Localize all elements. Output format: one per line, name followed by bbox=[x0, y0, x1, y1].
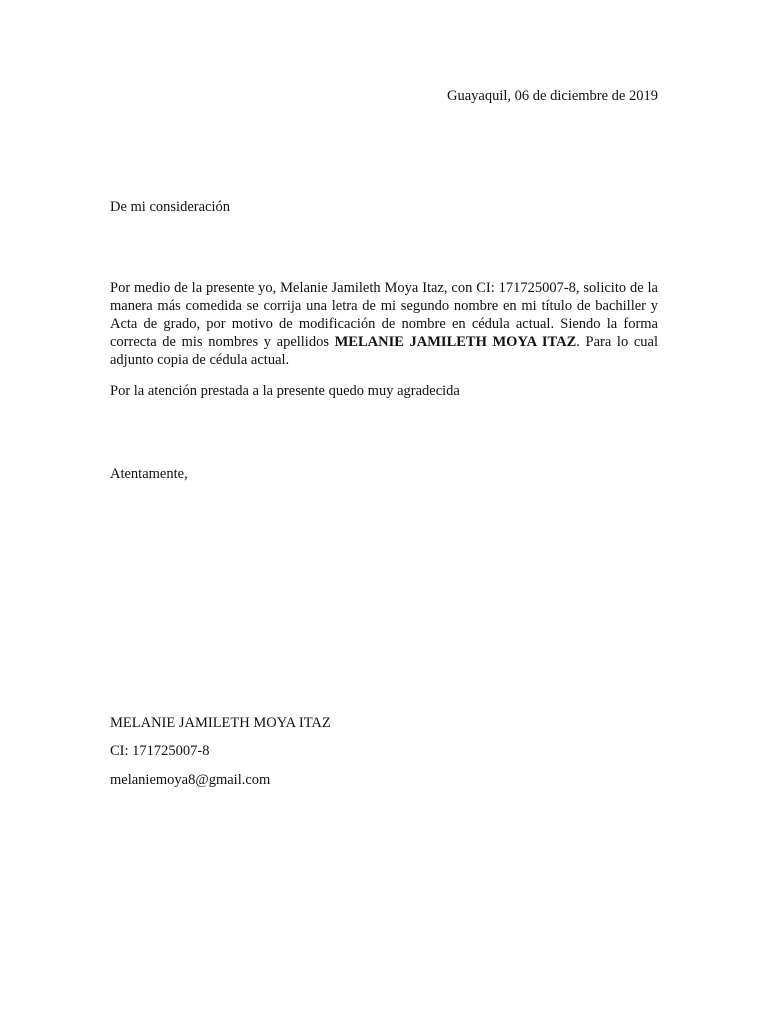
signature-name: MELANIE JAMILETH MOYA ITAZ bbox=[110, 715, 331, 731]
body-text-part1: Por medio de la presente yo, Melanie Jamileth Moya Itaz, con CI: 171725007-8, solicito de la manera más comedida se corrija una letra de mi segundo nombre en mi título de bachiller y Acta de grado, por motivo de modificación de nombre en cédula actual. Siendo la forma correcta de mis nombres y apellidos bbox=[110, 280, 658, 350]
body-text-part2: . Para lo cual adjunto copia de cédula actual. bbox=[110, 334, 658, 368]
greeting: De mi consideración bbox=[110, 199, 230, 215]
signature-ci: CI: 171725007-8 bbox=[110, 743, 210, 759]
date-line: Guayaquil, 06 de diciembre de 2019 bbox=[447, 88, 658, 104]
closing-line: Atentamente, bbox=[110, 466, 188, 482]
body-paragraph bbox=[110, 279, 658, 369]
signature-email: melaniemoya8@gmail.com bbox=[110, 772, 271, 788]
body-bold-name: MELANIE JAMILETH MOYA ITAZ bbox=[334, 334, 577, 350]
thanks-line: Por la atención prestada a la presente quedo muy agradecida bbox=[110, 383, 460, 399]
